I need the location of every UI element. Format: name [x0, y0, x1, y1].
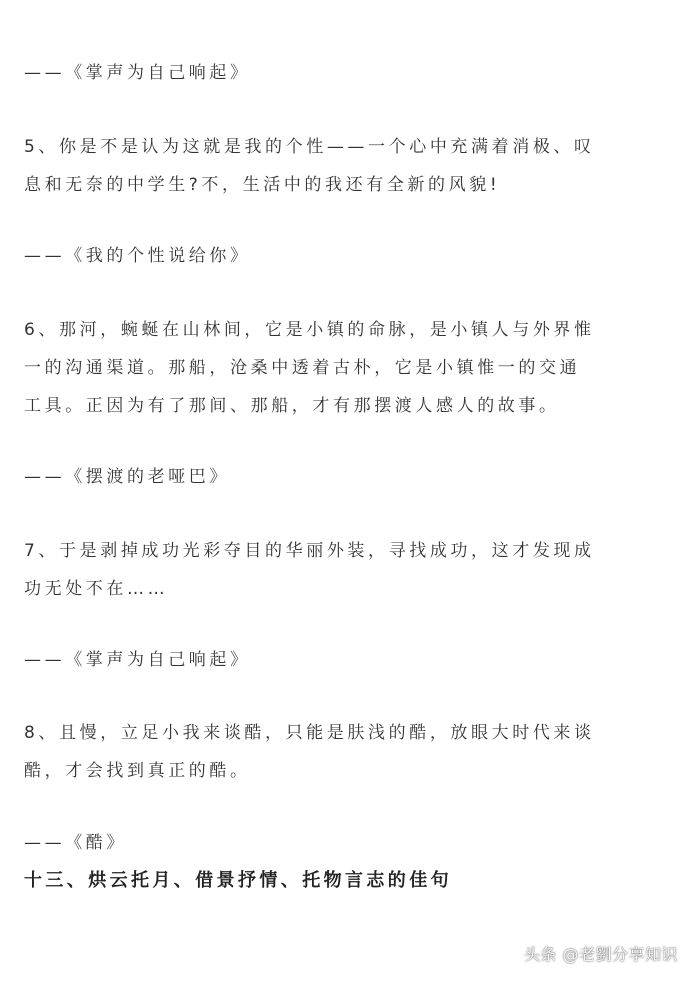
source-citation: ——《掌声为自己响起》 [24, 63, 251, 83]
source-citation: ——《掌声为自己响起》 [24, 650, 251, 670]
quote-5-line-2: 息和无奈的中学生?不，生活中的我还有全新的风貌! [24, 175, 501, 195]
source-citation: ——《我的个性说给你》 [24, 246, 251, 266]
quote-6-line-2: 一的沟通渠道。那船，沧桑中透着古朴，它是小镇惟一的交通 [24, 358, 581, 378]
source-citation: ——《摆渡的老哑巴》 [24, 467, 230, 487]
quote-7-line-1: 7、于是剥掉成功光彩夺目的华丽外装，寻找成功，这才发现成 [24, 541, 595, 561]
quote-8-line-1: 8、且慢，立足小我来谈酷，只能是肤浅的酷，放眼大时代来谈 [24, 723, 595, 743]
section-heading: 十三、烘云托月、借景抒情、托物言志的佳句 [24, 870, 452, 891]
watermark: 头条 @老劉分享知识 [523, 945, 678, 964]
quote-5-line-1: 5、你是不是认为这就是我的个性——一个心中充满着消极、叹 [24, 137, 595, 157]
quote-6-line-1: 6、那河，蜿蜒在山林间，它是小镇的命脉，是小镇人与外界惟 [24, 320, 595, 340]
source-citation: ——《酷》 [24, 833, 127, 853]
quote-6-line-3: 工具。正因为有了那间、那船，才有那摆渡人感人的故事。 [24, 396, 560, 416]
quote-8-line-2: 酷，才会找到真正的酷。 [24, 761, 251, 781]
quote-7-line-2: 功无处不在…… [24, 579, 169, 599]
